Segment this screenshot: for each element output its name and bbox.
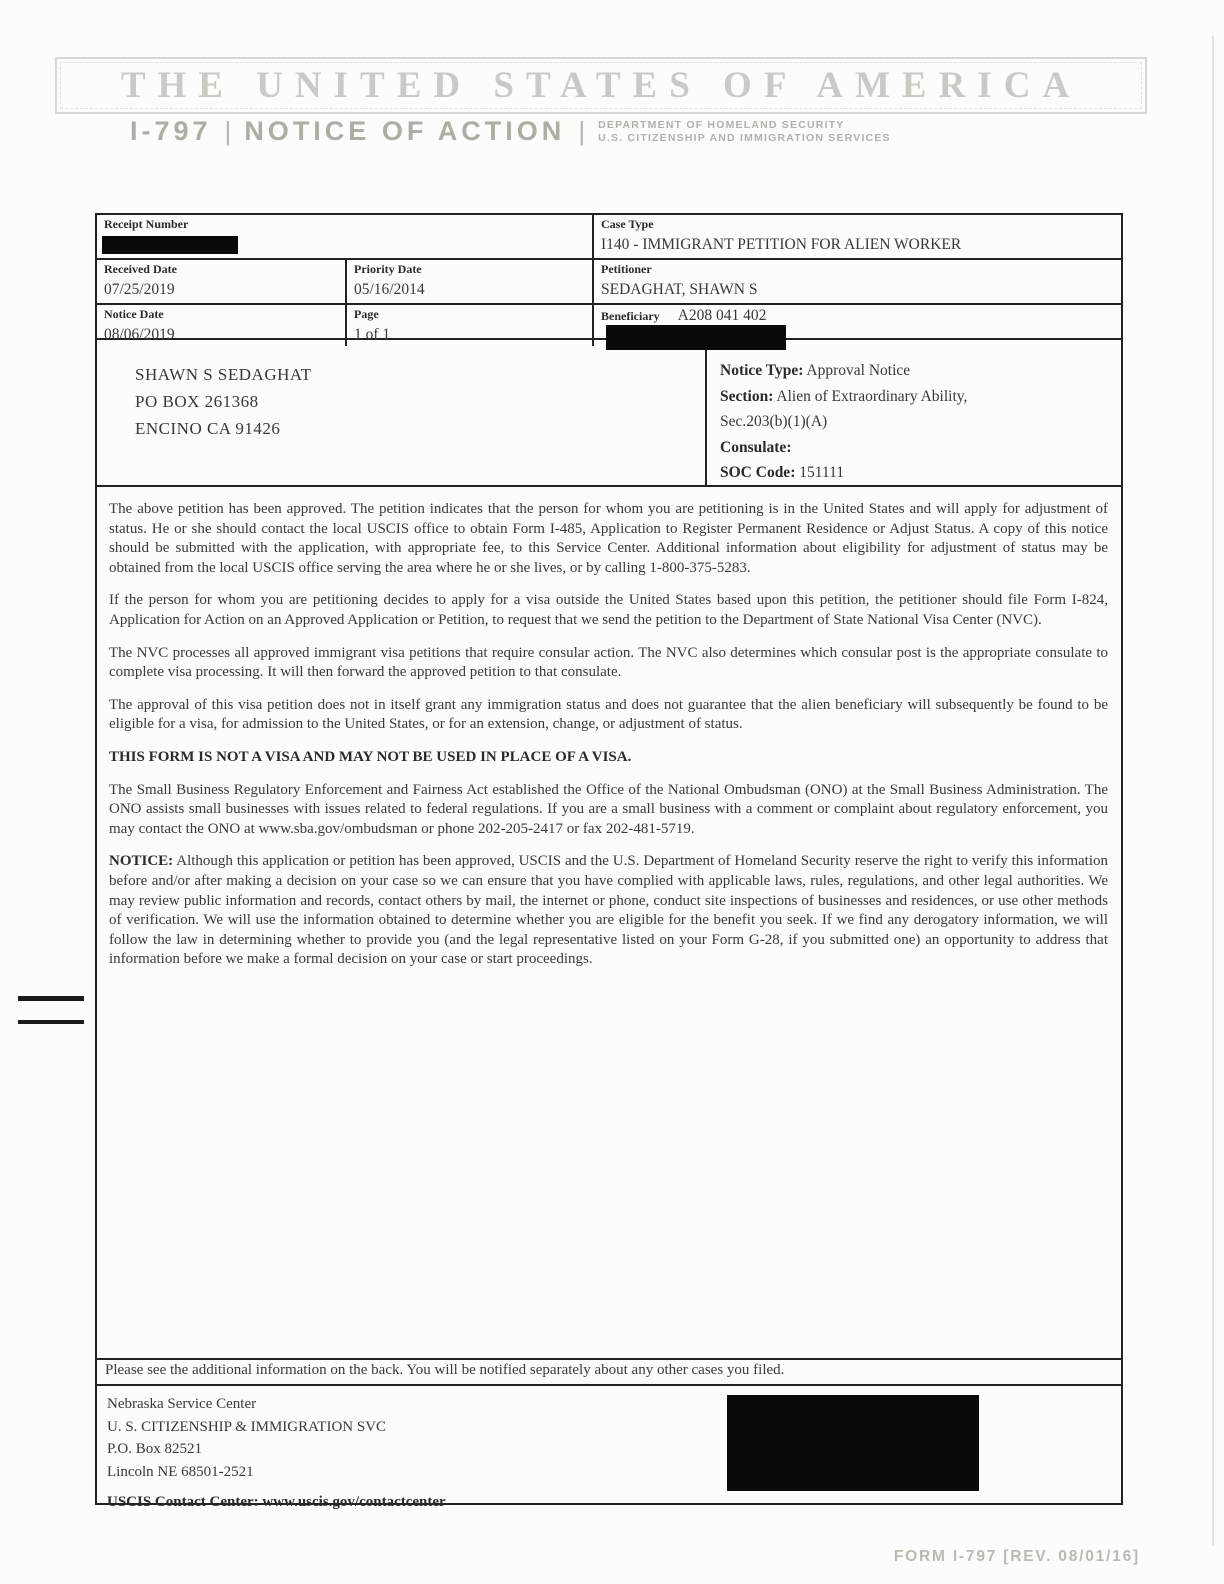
service-center-block [95,1386,1123,1510]
soc-code-line [720,460,1113,486]
receipt-number-cell [97,215,594,260]
uscis-contact-line: USCIS Contact Center: www.uscis.gov/contactcenter [107,1494,446,1510]
case-type-label: Case Type [601,217,654,231]
body-paragraph: The above petition has been approved. The petition indicates that the person for whom you are petitioning is in the United States and will apply for adjustment of status. He or she should contact the local USCIS office to obtain Form I-485, Application to Register Permanent Residence or Adjust Status. A copy of this notice should be submitted with the application, with appropriate fee, to this Service Center. Additional information about eligibility for adjustment of status may be obtained from the local USCIS office serving the area where he or she lives, or by calling 1-800-375-5283. [109,501,1108,576]
service-center-name: Nebraska Service Center [107,1396,257,1412]
page-label: Page [354,307,379,321]
section-label: Section: [720,387,774,405]
section-line [720,384,1113,410]
addressee-block [97,340,707,485]
service-center-redaction [727,1395,979,1491]
notice-type-label: Notice Type: [720,362,804,379]
notice-date-value: 08/06/2019 [104,326,175,343]
priority-date-value: 05/16/2014 [354,281,425,298]
petitioner-cell [594,260,1121,305]
body-paragraph: The approval of this visa petition does not in itself grant any immigration status and does not guarantee that the alien beneficiary will subsequently be found to be eligible for a visa, for admission to the United States, or for an extension, change, or adjustment of status. [109,696,1108,733]
usa-banner [55,57,1147,114]
header-divider: | [224,116,232,146]
form-revision-footer: FORM I-797 [REV. 08/01/16] [893,1548,1140,1565]
receipt-number-redaction [102,236,238,254]
petitioner-value: SEDAGHAT, SHAWN S [601,281,758,298]
addressee-street: PO BOX 261368 [135,392,259,411]
consulate-label: Consulate: [720,438,792,456]
received-date-value: 07/25/2019 [104,281,175,298]
priority-date-cell [347,260,594,305]
sba-paragraph: The Small Business Regulatory Enforcement and Fairness Act established the Office of the National Ombudsman (ONO) at the Small Business Administration. The ONO assists small businesses with issues related to federal regulations. If you are a small business with a comment or complaint about regulatory enforcement, you may contact the ONO at www.sba.gov/ombudsman or phone 202-205-2417 or fax 202-481-5719. [109,781,1108,837]
case-type-value: I140 - IMMIGRANT PETITION FOR ALIEN WORKER [601,236,962,253]
notice-type-line [720,358,1113,384]
verification-notice-paragraph [109,852,1108,970]
margin-registration-mark [18,1020,84,1024]
section-line2: Sec.203(b)(1)(A) [720,413,828,430]
scan-edge-line [1212,36,1214,1546]
addressee-city: ENCINO CA 91426 [135,419,281,438]
service-center-pobox: P.O. Box 82521 [107,1441,203,1457]
notice-keyword: NOTICE: [109,853,174,870]
priority-date-label: Priority Date [354,262,422,276]
body-paragraph: If the person for whom you are petitioning decides to apply for a visa outside the United States based upon this petition, the petitioner should file Form I-824, Application for Action on an Approved Application or Petition, to request that we send the petition to the Department of State National Visa Center (NVC). [109,592,1108,628]
addressee-name: SHAWN S SEDAGHAT [135,365,312,384]
body-paragraph: The NVC processes all approved immigrant visa petitions that require consular action. The NVC also determines which consular post is the appropriate consulate to complete visa processing. It will then forward the approved petition to that consulate. [109,644,1108,681]
margin-registration-mark [18,996,84,1001]
section-value: Alien of Extraordinary Ability, [776,387,968,405]
agency-name [598,119,891,144]
address-section [95,340,1123,487]
received-date-label: Received Date [104,262,177,276]
notice-type-value: Approval Notice [806,362,911,379]
page-value: 1 of 1 [354,326,391,343]
beneficiary-label: Beneficiary [601,309,660,323]
additional-info-strip: Please see the additional information on the back. You will be notified separately about any other cases you filed. [95,1358,1123,1386]
beneficiary-redaction [606,325,786,350]
case-data-table [95,213,1123,343]
soc-code-label: SOC Code: [720,464,796,481]
not-a-visa-statement: THIS FORM IS NOT A VISA AND MAY NOT BE USED IN PLACE OF A VISA. [109,748,632,765]
notice-details-block [707,340,1121,485]
notice-date-label: Notice Date [104,307,164,321]
form-code: I-797 [130,116,212,146]
beneficiary-value: A208 041 402 [677,307,767,324]
usa-banner-text: THE UNITED STATES OF AMERICA [120,65,1082,106]
service-center-agency: U. S. CITIZENSHIP & IMMIGRATION SVC [107,1418,387,1435]
form-header [130,116,891,147]
soc-code-value: 151111 [799,464,845,481]
agency-line1: DEPARTMENT OF HOMELAND SECURITY [598,119,845,131]
consulate-line [720,435,1113,461]
notice-text: Although this application or petition has been approved, USCIS and the U.S. Department of Homeland Security reserve the right to verify this information before and/or after making a decision on your case so we can ensure that you have complied with applicable laws, rules, regulations, and other legal authorities. We may review public information and records, contact others by mail, the internet or phone, conduct site inspections of businesses and residences, or use other methods of verification. We will use the information obtained to determine whether you are eligible for the benefit you seek. If we find any derogatory information, we will follow the law in determining whether to provide you (and the legal representative listed on your Form G-28, if you submitted one) an opportunity to address that information before we make a formal decision on your case or start proceedings. [109,853,1108,968]
form-title: NOTICE OF ACTION [244,116,566,146]
agency-line2: U.S. CITIZENSHIP AND IMMIGRATION SERVICES [598,131,891,144]
received-date-cell [97,260,347,305]
receipt-number-label: Receipt Number [104,217,189,231]
service-center-city: Lincoln NE 68501-2521 [107,1463,254,1480]
petitioner-label: Petitioner [601,262,652,276]
notice-body [95,487,1123,1358]
case-type-cell [594,215,1121,260]
header-divider: | [578,116,586,146]
